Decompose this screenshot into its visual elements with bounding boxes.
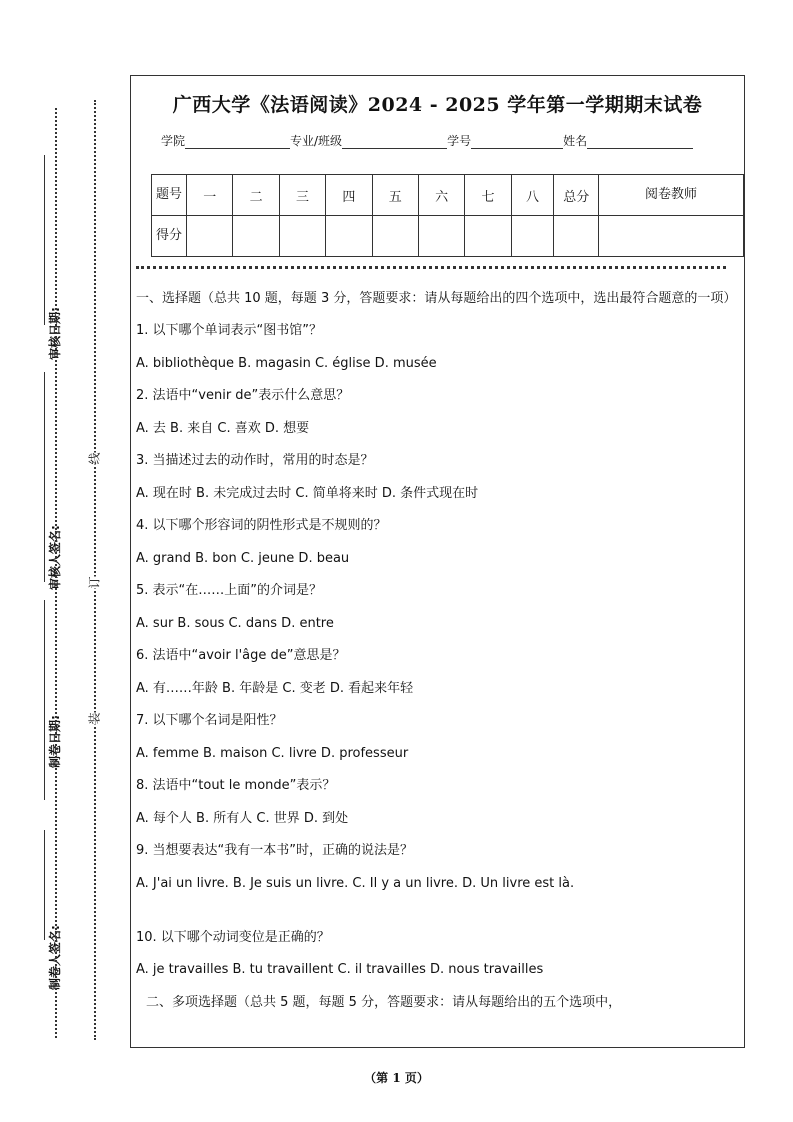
question-3-options: A. 现在时 B. 未完成过去时 C. 简单将来时 D. 条件式现在时 — [136, 485, 479, 501]
student-info-row — [161, 132, 693, 149]
question-6-options: A. 有……年龄 B. 年龄是 C. 变老 D. 看起来年轻 — [136, 680, 414, 696]
question-1: 1. 以下哪个单词表示“图书馆”？ — [136, 323, 323, 338]
score-table — [151, 174, 744, 257]
score-cell-8[interactable] — [511, 216, 554, 257]
question-2: 2. 法语中“venir de”表示什么意思？ — [136, 388, 350, 403]
score-cell-total[interactable] — [554, 216, 599, 257]
score-cell-1[interactable] — [187, 216, 233, 257]
col-4: 四 — [326, 175, 372, 216]
binding-dotted-line-left — [55, 108, 57, 1038]
question-2-options: A. 去 B. 来自 C. 喜欢 D. 想要 — [136, 420, 310, 436]
col-6: 六 — [418, 175, 464, 216]
question-10-options: A. je travailles B. tu travaillent C. il travailles D. nous travailles — [136, 962, 544, 977]
student-id-blank[interactable] — [471, 136, 563, 149]
col-2: 二 — [233, 175, 279, 216]
margin-line-4 — [44, 830, 45, 940]
question-3: 3. 当描述过去的动作时，常用的时态是？ — [136, 453, 374, 468]
row-label-question-number: 题号 — [152, 175, 187, 216]
score-cell-3[interactable] — [279, 216, 325, 257]
name-label: 姓名 — [563, 134, 588, 148]
col-1: 一 — [187, 175, 233, 216]
col-5: 五 — [372, 175, 418, 216]
margin-line-3 — [44, 600, 45, 800]
college-label: 学院 — [161, 134, 186, 148]
name-blank[interactable] — [587, 136, 693, 149]
college-blank[interactable] — [185, 136, 290, 149]
question-5-options: A. sur B. sous C. dans D. entre — [136, 615, 334, 631]
binding-line-char: 线 — [84, 452, 105, 464]
col-7: 七 — [465, 175, 511, 216]
col-8: 八 — [511, 175, 554, 216]
student-id-label: 学号 — [447, 134, 472, 148]
question-8: 8. 法语中“tout le monde”表示？ — [136, 778, 336, 793]
question-10: 10. 以下哪个动词变位是正确的？ — [136, 929, 330, 945]
section-1-title: 一、选择题（总共 10 题，每题 3 分，答题要求：请从每题给出的四个选项中，选出最符合题意的一项） — [136, 291, 737, 306]
col-3: 三 — [279, 175, 325, 216]
prep-date-label: 制卷日期: — [48, 715, 62, 768]
question-7-options: A. femme B. maison C. livre D. professeur — [136, 745, 409, 761]
col-total: 总分 — [554, 175, 599, 216]
binding-dotted-line-right — [94, 100, 96, 1040]
question-9-options: A. J'ai un livre. B. Je suis un livre. C. Il y a un livre. D. Un livre est là. — [136, 875, 575, 891]
question-9: 9. 当想要表达“我有一本书”时，正确的说法是？ — [136, 843, 414, 858]
reviewer-sign-label: 审核人签名: — [48, 525, 62, 590]
question-6: 6. 法语中“avoir l'âge de”意思是？ — [136, 648, 346, 663]
row-label-score: 得分 — [152, 216, 187, 257]
preparer-sign-label: 制卷人签名: — [48, 925, 62, 990]
margin-line-1 — [44, 155, 45, 325]
exam-content — [136, 288, 741, 1013]
exam-title: 广西大学《法语阅读》2024 - 2025 学年第一学期期末试卷 — [172, 94, 703, 116]
question-5: 5. 表示“在……上面”的介词是？ — [136, 583, 323, 598]
major-blank[interactable] — [342, 136, 447, 149]
binding-zhuang-char: 装 — [84, 712, 105, 724]
score-cell-grader[interactable] — [599, 216, 744, 257]
section-2-title: 二、多项选择题（总共 5 题，每题 5 分，答题要求：请从每题给出的五个选项中， — [146, 994, 622, 1010]
question-4-options: A. grand B. bon C. jeune D. beau — [136, 550, 350, 566]
major-label: 专业/班级 — [290, 134, 343, 148]
score-table-header-row — [152, 175, 744, 216]
review-date-label: 审核日期: — [48, 307, 62, 360]
question-8-options: A. 每个人 B. 所有人 C. 世界 D. 到处 — [136, 810, 349, 826]
question-7: 7. 以下哪个名词是阳性？ — [136, 713, 283, 728]
col-grader: 阅卷教师 — [599, 175, 744, 216]
page-number: （第 1 页） — [364, 1071, 429, 1085]
margin-line-2 — [44, 372, 45, 582]
score-table-score-row — [152, 216, 744, 257]
exam-frame — [130, 75, 745, 1048]
score-cell-5[interactable] — [372, 216, 418, 257]
question-1-options: A. bibliothèque B. magasin C. église D. musée — [136, 355, 437, 371]
score-cell-4[interactable] — [326, 216, 372, 257]
score-cell-2[interactable] — [233, 216, 279, 257]
score-cell-7[interactable] — [465, 216, 511, 257]
binding-ding-char: 订 — [84, 576, 105, 588]
dotted-separator — [136, 266, 726, 269]
score-cell-6[interactable] — [418, 216, 464, 257]
question-4: 4. 以下哪个形容词的阴性形式是不规则的？ — [136, 518, 387, 533]
